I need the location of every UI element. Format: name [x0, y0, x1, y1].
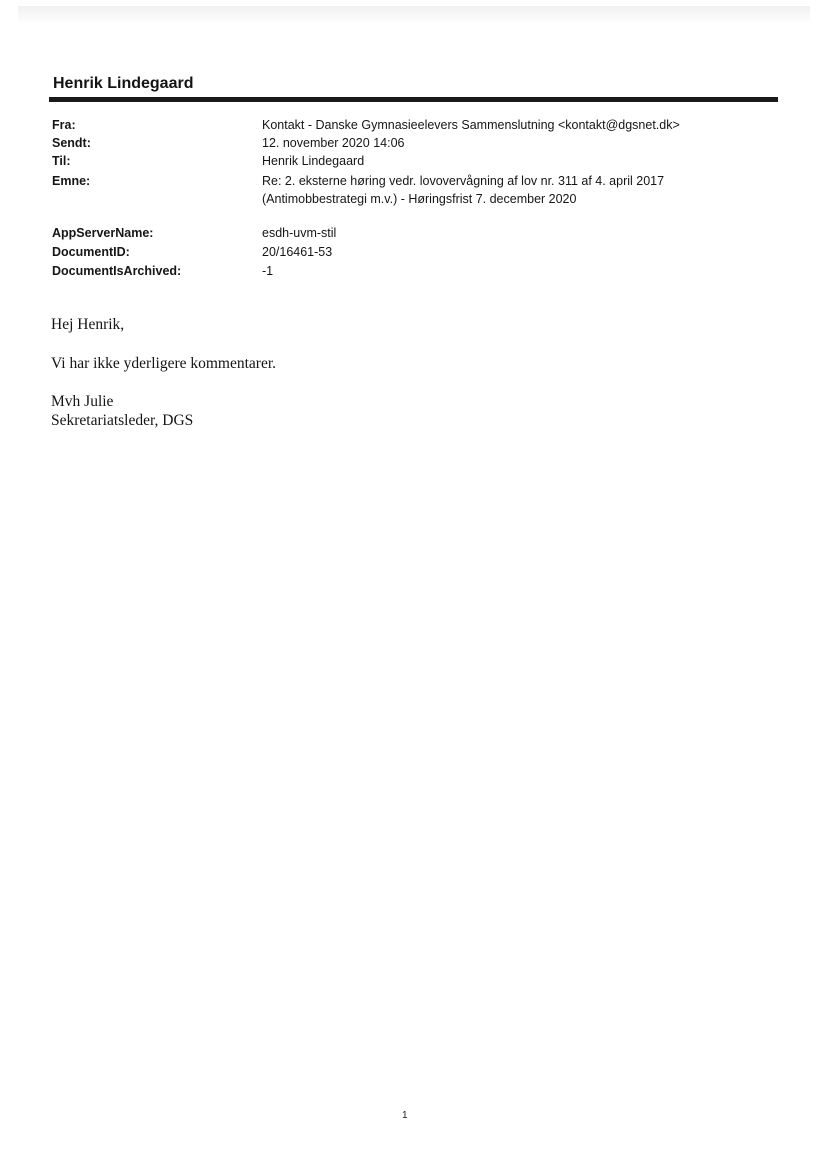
document-id-value: 20/16461-53	[262, 245, 333, 259]
header-rule	[49, 97, 778, 102]
subject-label: Emne:	[52, 174, 91, 188]
to-label: Til:	[52, 154, 71, 168]
document-is-archived-value: -1	[262, 264, 274, 278]
from-label: Fra:	[52, 118, 76, 132]
subject-value-continued: (Antimobbestrategi m.v.) - Høringsfrist 7. december 2020	[262, 192, 577, 206]
page-number: 1	[402, 1110, 408, 1121]
document-id-label: DocumentID:	[52, 245, 130, 259]
sender-name-heading: Henrik Lindegaard	[53, 75, 194, 92]
body-signature: Sekretariatsleder, DGS	[51, 412, 194, 429]
app-server-name-value: esdh-uvm-stil	[262, 226, 337, 240]
scan-shadow	[18, 6, 810, 24]
subject-value: Re: 2. eksterne høring vedr. lovovervågning af lov nr. 311 af 4. april 2017	[262, 174, 665, 188]
body-closing: Mvh Julie	[51, 393, 114, 410]
to-value: Henrik Lindegaard	[262, 154, 365, 168]
body-greeting: Hej Henrik,	[51, 316, 125, 333]
body-message: Vi har ikke yderligere kommentarer.	[51, 355, 277, 372]
document-is-archived-label: DocumentIsArchived:	[52, 264, 182, 278]
from-value: Kontakt - Danske Gymnasieelevers Sammenslutning <kontakt@dgsnet.dk>	[262, 118, 680, 132]
sent-value: 12. november 2020 14:06	[262, 136, 405, 150]
app-server-name-label: AppServerName:	[52, 226, 154, 240]
sent-label: Sendt:	[52, 136, 91, 150]
